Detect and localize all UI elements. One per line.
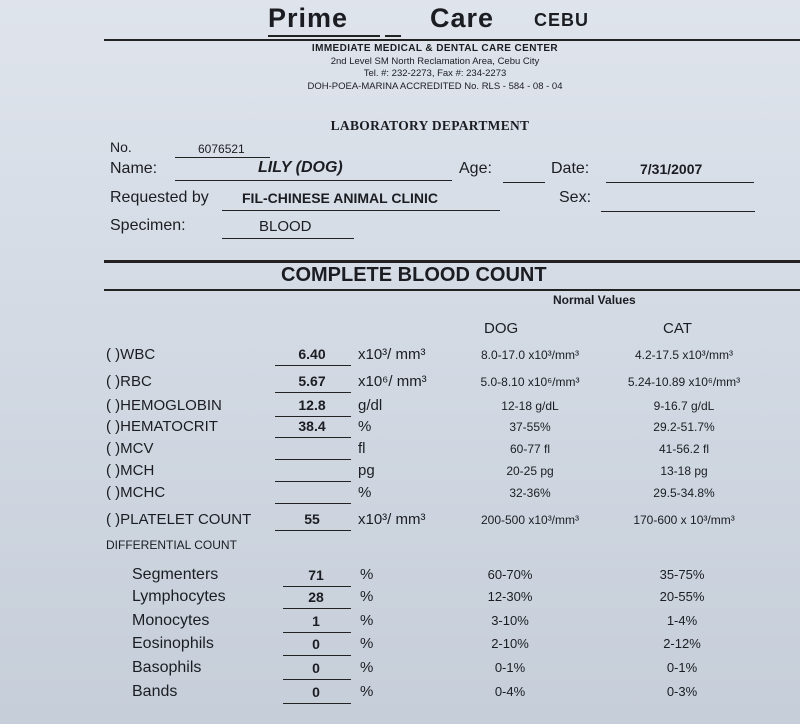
age-label: Age: <box>459 160 492 177</box>
test-value: 5.67 <box>298 373 326 389</box>
test-value: 38.4 <box>298 418 326 434</box>
test-label: ( )MCH <box>106 462 155 479</box>
test-label: ( )WBC <box>106 346 156 363</box>
differential-value: 0 <box>312 636 320 652</box>
test-value-underline <box>275 530 351 531</box>
test-label: ( )HEMOGLOBIN <box>106 397 222 414</box>
cat-range: 9-16.7 g/dL <box>653 399 715 413</box>
test-value-underline <box>275 416 351 417</box>
differential-value-underline <box>283 679 351 680</box>
dog-range: 32-36% <box>509 486 551 500</box>
dog-range: 0-1% <box>494 660 526 675</box>
test-label: ( )RBC <box>106 373 152 390</box>
test-value: 55 <box>304 511 320 527</box>
column-cat: CAT <box>663 320 692 337</box>
dog-range: 12-30% <box>487 589 533 604</box>
differential-value: 0 <box>312 660 320 676</box>
test-label: ( )MCV <box>106 440 154 457</box>
test-label: ( )MCHC <box>106 484 166 501</box>
test-value: 12.8 <box>298 397 326 413</box>
header-accreditation: DOH-POEA-MARINA ACCREDITED No. RLS - 584 - 08 - 04 <box>307 81 563 92</box>
dog-range: 2-10% <box>491 636 529 651</box>
sex-underline <box>601 211 755 212</box>
normal-values-label: Normal Values <box>553 293 636 307</box>
differential-unit: % <box>360 588 374 605</box>
sex-label: Sex: <box>559 189 592 206</box>
dog-range: 3-10% <box>491 613 529 628</box>
requested-value: FIL-CHINESE ANIMAL CLINIC <box>242 190 438 206</box>
test-value-underline <box>275 437 351 438</box>
differential-unit: % <box>360 635 374 652</box>
section-title: COMPLETE BLOOD COUNT <box>281 264 547 286</box>
dog-range: 0-4% <box>494 684 526 699</box>
date-label: Date: <box>551 160 590 177</box>
test-unit: % <box>358 484 372 501</box>
dog-range: 8.0-17.0 x10³/mm³ <box>480 348 580 362</box>
specimen-label: Specimen: <box>110 217 186 234</box>
differential-label: DIFFERENTIAL COUNT <box>106 538 237 552</box>
header-rule <box>104 39 800 41</box>
test-value-underline <box>275 503 351 504</box>
test-value-underline <box>275 392 351 393</box>
brand-underline-gap <box>385 35 401 37</box>
differential-label-cell: Segmenters <box>132 566 219 583</box>
differential-value-underline <box>283 586 351 587</box>
department-title: LABORATORY DEPARTMENT <box>330 118 530 133</box>
date-value: 7/31/2007 <box>640 161 703 177</box>
requested-label: Requested by <box>110 189 209 206</box>
differential-value-underline <box>283 608 351 609</box>
differential-value-underline <box>283 632 351 633</box>
test-value: 6.40 <box>298 346 326 362</box>
cat-range: 2-12% <box>663 636 701 651</box>
name-label: Name: <box>110 160 158 177</box>
date-underline <box>606 182 754 183</box>
differential-label-cell: Monocytes <box>132 612 210 629</box>
test-value-underline <box>275 459 351 460</box>
differential-value: 71 <box>308 567 324 583</box>
test-unit: x10³/ mm³ <box>358 511 426 528</box>
differential-value: 1 <box>312 613 320 629</box>
test-label: ( )PLATELET COUNT <box>106 511 252 528</box>
dog-range: 60-77 fl <box>509 442 551 456</box>
brand-city: CEBU <box>534 10 590 30</box>
test-unit: x10⁶/ mm³ <box>358 373 427 390</box>
differential-label-cell: Basophils <box>132 659 202 676</box>
cat-range: 1-4% <box>666 613 698 628</box>
dog-range: 60-70% <box>487 567 533 582</box>
dog-range: 37-55% <box>509 420 551 434</box>
cat-range: 4.2-17.5 x10³/mm³ <box>634 348 734 362</box>
cat-range: 20-55% <box>659 589 705 604</box>
cat-range: 5.24-10.89 x10⁶/mm³ <box>627 375 741 389</box>
differential-unit: % <box>360 683 374 700</box>
specimen-underline <box>222 238 354 239</box>
header-phone: Tel. #: 232-2273, Fax #: 234-2273 <box>363 68 507 79</box>
cat-range: 170-600 x 10³/mm³ <box>633 513 735 527</box>
differential-unit: % <box>360 659 374 676</box>
age-underline <box>503 182 545 183</box>
cat-range: 0-3% <box>666 684 698 699</box>
test-unit: pg <box>358 462 375 479</box>
section-rule-bottom <box>104 289 800 291</box>
name-underline <box>175 180 452 181</box>
cat-range: 13-18 pg <box>660 464 708 478</box>
no-label: No. <box>110 139 132 155</box>
test-unit: % <box>358 418 372 435</box>
test-unit: fl <box>358 440 366 457</box>
cat-range: 29.2-51.7% <box>653 420 715 434</box>
differential-value: 28 <box>308 589 324 605</box>
differential-value-underline <box>283 655 351 656</box>
header-address: 2nd Level SM North Reclamation Area, Cebu City <box>330 56 540 67</box>
dog-range: 20-25 pg <box>506 464 554 478</box>
cat-range: 29.5-34.8% <box>653 486 715 500</box>
column-dog: DOG <box>484 320 519 337</box>
test-value-underline <box>275 481 351 482</box>
section-rule-top <box>104 260 800 263</box>
test-unit: g/dl <box>358 397 383 414</box>
header-subtitle: IMMEDIATE MEDICAL & DENTAL CARE CENTER <box>311 43 559 54</box>
cat-range: 35-75% <box>659 567 705 582</box>
specimen-value: BLOOD <box>259 218 312 235</box>
differential-label-cell: Lymphocytes <box>132 588 226 605</box>
brand-prime: Prime <box>268 3 349 33</box>
brand-underline-left <box>268 35 380 37</box>
cat-range: 41-56.2 fl <box>658 442 710 456</box>
cat-range: 0-1% <box>666 660 698 675</box>
differential-value: 0 <box>312 684 320 700</box>
dog-range: 5.0-8.10 x10⁶/mm³ <box>480 375 580 389</box>
brand-care: Care <box>430 3 495 33</box>
differential-unit: % <box>360 566 374 583</box>
no-value: 6076521 <box>198 142 245 156</box>
differential-unit: % <box>360 612 374 629</box>
differential-label-cell: Eosinophils <box>132 635 214 652</box>
test-unit: x10³/ mm³ <box>358 346 426 363</box>
name-value: LILY (DOG) <box>258 159 343 176</box>
test-value-underline <box>275 365 351 366</box>
dog-range: 12-18 g/dL <box>501 399 559 413</box>
dog-range: 200-500 x10³/mm³ <box>480 513 580 527</box>
differential-label-cell: Bands <box>132 683 178 700</box>
no-underline <box>175 157 270 158</box>
test-label: ( )HEMATOCRIT <box>106 418 218 435</box>
requested-underline <box>222 210 500 211</box>
differential-value-underline <box>283 703 351 704</box>
